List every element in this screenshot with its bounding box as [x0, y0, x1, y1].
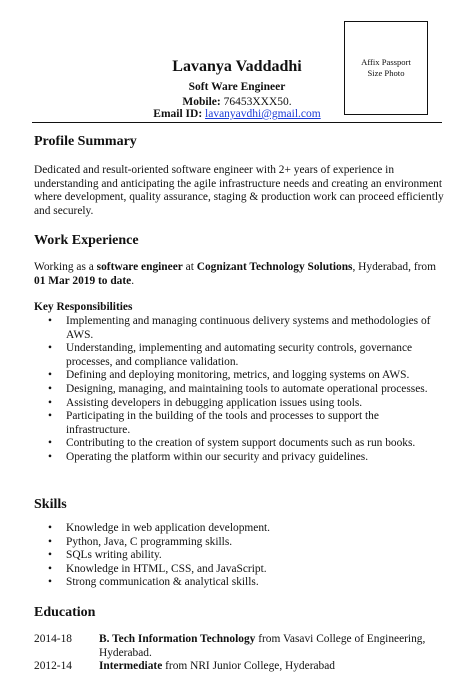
education-degree: B. Tech Information Technology: [99, 633, 256, 645]
mobile-value: 76453XXX50.: [220, 96, 292, 108]
education-institution: from Vasavi College of Engineering, Hyderabad.: [99, 633, 426, 659]
list-item: • Assisting developers in debugging application issues using tools.: [48, 396, 363, 409]
list-item: • Python, Java, C programming skills.: [48, 535, 233, 548]
candidate-name: Lavanya Vaddadhi: [172, 58, 302, 75]
mobile-label: Mobile:: [182, 96, 221, 108]
bullet-icon: •: [48, 382, 52, 395]
list-item: • Implementing and managing continuous delivery systems and methodologies of AWS.: [48, 315, 431, 341]
list-item: • Participating in the building of the tools and processes to support the infrastructure.: [48, 410, 379, 436]
profile-summary-heading: Profile Summary: [34, 134, 137, 149]
email-label: Email ID:: [153, 108, 203, 120]
education-heading: Education: [34, 605, 96, 620]
list-item: • Knowledge in web application development.: [48, 522, 271, 534]
work-company: Cognizant Technology Solutions: [196, 261, 353, 273]
list-item: • Knowledge in HTML, CSS, and JavaScript.: [48, 562, 267, 575]
key-responsibilities-heading: Key Responsibilities: [34, 301, 133, 313]
bullet-icon: •: [48, 369, 52, 382]
bullet-icon: •: [48, 562, 52, 575]
work-location: , Hyderabad, from: [352, 261, 436, 273]
bullet-icon: •: [48, 522, 52, 534]
education-years: 2012-14: [34, 660, 72, 672]
work-date: 01 Mar 2019 to date: [34, 274, 132, 287]
bullet-icon: •: [48, 549, 52, 562]
list-item: • Designing, managing, and maintaining tools to automate operational processes.: [48, 382, 428, 395]
work-intro-prefix: Working as a: [34, 261, 97, 273]
mobile-line: [0, 96, 474, 108]
profile-summary-text: Dedicated and result-oriented software engineer with 2+ years of experience in understanding and anticipating the agile infrastructure needs and creating an environment where development, quality assurance, staging & production work can proceed efficiently and securely.: [34, 164, 444, 217]
bullet-icon: •: [48, 437, 52, 450]
list-item: • Operating the platform within our security and privacy guidelines.: [48, 450, 369, 463]
bullet-icon: •: [48, 342, 52, 355]
candidate-title: Soft Ware Engineer: [188, 81, 286, 93]
bullet-icon: •: [48, 450, 52, 463]
list-item: • Understanding, implementing and automating security controls, governance processes, and compliance validation.: [48, 342, 413, 368]
email-link[interactable]: lavanyavdhi@gmail.com: [205, 108, 321, 120]
responsibilities-list: [34, 315, 444, 465]
work-intro: [34, 261, 444, 288]
list-item: • SQLs writing ability.: [48, 549, 162, 562]
list-item: • Defining and deploying monitoring, metrics, and logging systems on AWS.: [48, 369, 410, 382]
education-institution: from NRI Junior College, Hyderabad: [162, 660, 335, 672]
education-detail: [99, 633, 439, 660]
bullet-icon: •: [48, 576, 52, 589]
education-years: 2014-18: [34, 633, 72, 645]
email-line: [0, 108, 474, 120]
photo-placeholder-line2: Size Photo: [367, 68, 405, 78]
bullet-icon: •: [48, 396, 52, 409]
bullet-icon: •: [48, 315, 52, 327]
list-item: • Contributing to the creation of system support documents such as run books.: [48, 437, 416, 450]
skills-list: [34, 522, 444, 590]
photo-placeholder-line1: Affix Passport: [361, 57, 411, 67]
work-intro-mid: at: [182, 261, 197, 273]
bullet-icon: •: [48, 535, 52, 548]
bullet-icon: •: [48, 410, 52, 423]
education-degree: Intermediate: [99, 660, 163, 672]
header-divider: [32, 122, 442, 123]
work-intro-end: .: [131, 274, 135, 287]
list-item: • Strong communication & analytical skills.: [48, 576, 259, 589]
education-detail: [99, 660, 439, 674]
work-experience-heading: Work Experience: [34, 233, 139, 248]
skills-heading: Skills: [34, 497, 67, 512]
work-role: software engineer: [96, 261, 183, 273]
